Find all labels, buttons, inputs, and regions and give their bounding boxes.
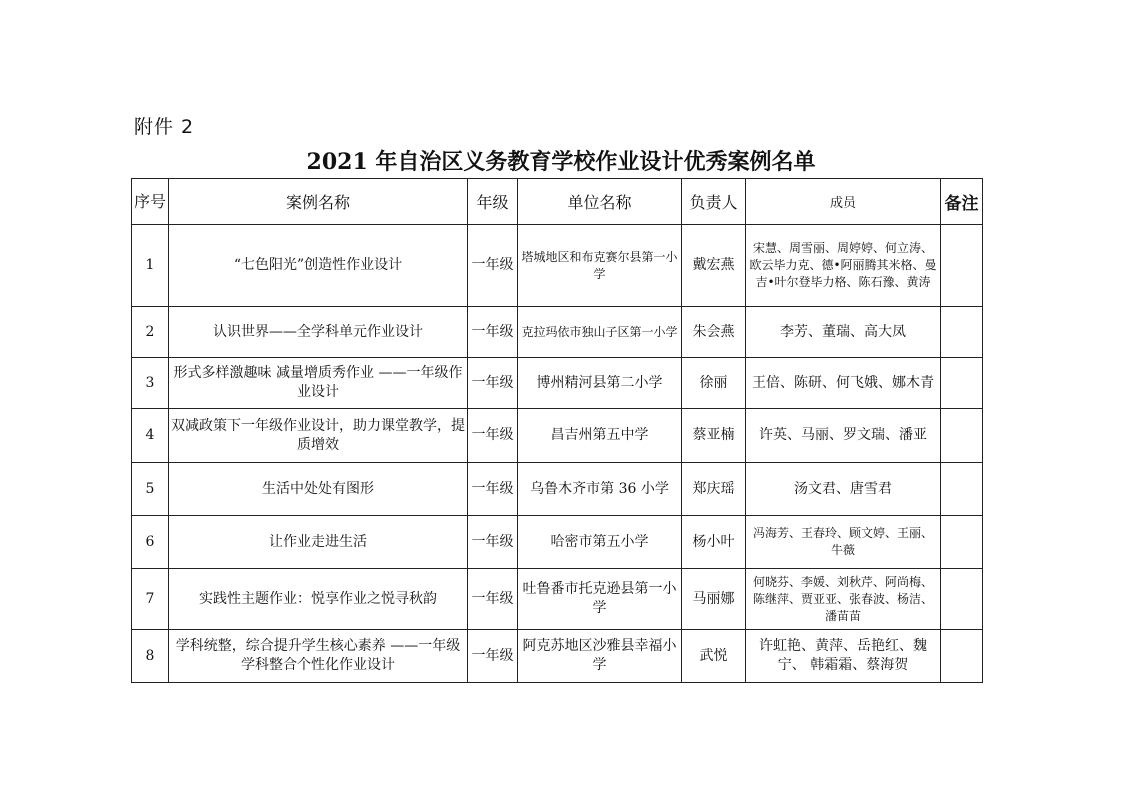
case-list-table <box>131 178 983 683</box>
cell-remarks <box>941 630 983 683</box>
cell-members: 许虹艳、黄萍、岳艳红、魏宁、 韩霜霜、蔡海贺 <box>746 630 941 683</box>
cell-index: 3 <box>132 358 169 409</box>
cell-leader: 戴宏燕 <box>682 225 746 307</box>
cell-grade: 一年级 <box>468 630 518 683</box>
table-row <box>132 516 983 569</box>
cell-index: 7 <box>132 569 169 630</box>
cell-unit: 吐鲁番市托克逊县第一小学 <box>518 569 682 630</box>
table-row <box>132 225 983 307</box>
cell-unit: 克拉玛依市独山子区第一小学 <box>518 307 682 358</box>
cell-leader: 徐丽 <box>682 358 746 409</box>
cell-remarks <box>941 358 983 409</box>
cell-unit: 哈密市第五小学 <box>518 516 682 569</box>
col-header-members: 成员 <box>746 179 941 225</box>
cell-remarks <box>941 409 983 463</box>
col-header-unit: 单位名称 <box>518 179 682 225</box>
cell-case-name: 让作业走进生活 <box>169 516 468 569</box>
cell-unit: 博州精河县第二小学 <box>518 358 682 409</box>
cell-grade: 一年级 <box>468 358 518 409</box>
document-title: 2021 年自治区义务教育学校作业设计优秀案例名单 <box>306 149 816 175</box>
cell-members: 宋慧、周雪丽、周婷婷、何立涛、欧云毕力克、德•阿丽腾其米格、曼吉•叶尔登毕力格、陈石豫、黄涛 <box>746 225 941 307</box>
cell-remarks <box>941 463 983 516</box>
cell-members: 王倍、陈研、何飞娥、娜木青 <box>746 358 941 409</box>
cell-leader: 蔡亚楠 <box>682 409 746 463</box>
cell-leader: 朱会燕 <box>682 307 746 358</box>
cell-grade: 一年级 <box>468 409 518 463</box>
col-header-grade: 年级 <box>468 179 518 225</box>
cell-index: 2 <box>132 307 169 358</box>
cell-grade: 一年级 <box>468 569 518 630</box>
cell-leader: 杨小叶 <box>682 516 746 569</box>
col-header-index: 序号 <box>132 179 169 225</box>
cell-grade: 一年级 <box>468 463 518 516</box>
cell-members: 冯海芳、王春玲、顾文婷、王丽、牛薇 <box>746 516 941 569</box>
cell-case-name: 形式多样激趣味 减量增质秀作业 ——一年级作业设计 <box>169 358 468 409</box>
cell-members: 何晓芬、李媛、刘秋芹、阿尚梅、陈继萍、贾亚亚、张春波、杨洁、潘苗苗 <box>746 569 941 630</box>
cell-leader: 马丽娜 <box>682 569 746 630</box>
cell-leader: 郑庆瑶 <box>682 463 746 516</box>
cell-remarks <box>941 569 983 630</box>
cell-unit: 昌吉州第五中学 <box>518 409 682 463</box>
cell-index: 8 <box>132 630 169 683</box>
cell-members: 许英、马丽、罗文瑞、潘亚 <box>746 409 941 463</box>
cell-index: 5 <box>132 463 169 516</box>
cell-index: 1 <box>132 225 169 307</box>
cell-members: 汤文君、唐雪君 <box>746 463 941 516</box>
table-row <box>132 463 983 516</box>
cell-case-name: 双减政策下一年级作业设计，助力课堂教学，提质增效 <box>169 409 468 463</box>
table-row <box>132 307 983 358</box>
col-header-leader: 负责人 <box>682 179 746 225</box>
cell-unit: 阿克苏地区沙雅县幸福小学 <box>518 630 682 683</box>
cell-grade: 一年级 <box>468 516 518 569</box>
cell-remarks <box>941 516 983 569</box>
cell-case-name: 生活中处处有图形 <box>169 463 468 516</box>
cell-case-name: 实践性主题作业：悦享作业之悦寻秋韵 <box>169 569 468 630</box>
table-header-row <box>132 179 983 225</box>
cell-index: 4 <box>132 409 169 463</box>
cell-case-name: 认识世界——全学科单元作业设计 <box>169 307 468 358</box>
cell-leader: 武悦 <box>682 630 746 683</box>
col-header-remarks: 备注 <box>941 179 983 225</box>
cell-grade: 一年级 <box>468 307 518 358</box>
table-row <box>132 630 983 683</box>
cell-grade: 一年级 <box>468 225 518 307</box>
table-row <box>132 358 983 409</box>
cell-case-name: “七色阳光”创造性作业设计 <box>169 225 468 307</box>
cell-members: 李芳、董瑞、高大凤 <box>746 307 941 358</box>
attachment-label: 附件 2 <box>134 116 195 138</box>
table-row <box>132 409 983 463</box>
cell-remarks <box>941 225 983 307</box>
cell-case-name: 学科统整，综合提升学生核心素养 ——一年级学科整合个性化作业设计 <box>169 630 468 683</box>
cell-index: 6 <box>132 516 169 569</box>
cell-unit: 乌鲁木齐市第 36 小学 <box>518 463 682 516</box>
cell-unit: 塔城地区和布克赛尔县第一小学 <box>518 225 682 307</box>
cell-remarks <box>941 307 983 358</box>
col-header-case-name: 案例名称 <box>169 179 468 225</box>
table-row <box>132 569 983 630</box>
